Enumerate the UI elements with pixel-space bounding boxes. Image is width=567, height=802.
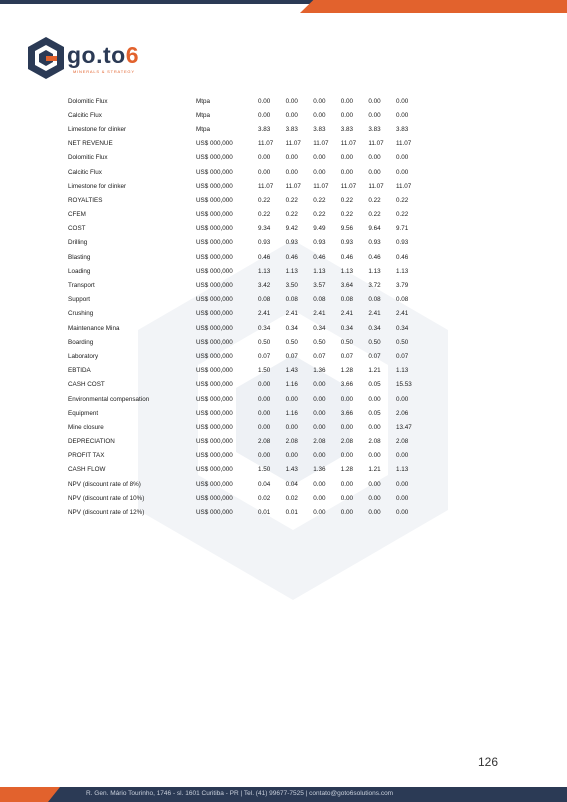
row-unit: US$ 000,000 xyxy=(196,182,233,190)
row-value: 2.08 xyxy=(368,438,381,446)
table-row xyxy=(68,137,424,151)
row-value: 0.93 xyxy=(368,239,381,247)
table-row xyxy=(68,392,424,406)
row-value: 2.41 xyxy=(340,310,354,318)
row-value: 1.36 xyxy=(313,367,326,375)
row-unit: US$ 000,000 xyxy=(196,296,233,304)
row-unit: US$ 000,000 xyxy=(196,196,233,204)
footer-accent-stripe xyxy=(0,787,60,802)
row-label: ROYALTIES xyxy=(68,196,103,204)
row-value: 2.08 xyxy=(258,438,271,446)
table-row xyxy=(68,420,424,434)
table-row xyxy=(68,293,424,307)
row-unit: US$ 000,000 xyxy=(196,253,233,261)
row-value: 0.00 xyxy=(368,168,381,176)
row-value: 0.22 xyxy=(395,196,409,204)
row-value: 2.41 xyxy=(285,310,298,318)
row-value: 0.00 xyxy=(285,111,298,119)
row-unit: Mtpa xyxy=(196,111,210,119)
row-value: 0.00 xyxy=(258,452,271,460)
row-value: 0.34 xyxy=(313,324,326,332)
row-value: 0.00 xyxy=(340,154,354,162)
row-value: 1.28 xyxy=(340,367,354,375)
row-value: 0.22 xyxy=(313,196,326,204)
row-value: 0.93 xyxy=(313,239,326,247)
row-value: 3.72 xyxy=(368,282,381,290)
row-unit: US$ 000,000 xyxy=(196,225,233,233)
row-label: CASH FLOW xyxy=(68,466,106,474)
row-value: 0.34 xyxy=(258,324,271,332)
row-value: 0.07 xyxy=(395,352,409,360)
table-row xyxy=(68,250,424,264)
row-value: 0.34 xyxy=(368,324,381,332)
row-value: 0.07 xyxy=(340,352,354,360)
row-value: 0.08 xyxy=(258,296,271,304)
row-unit: US$ 000,000 xyxy=(196,466,233,474)
row-value: 11.07 xyxy=(285,182,301,190)
table-row xyxy=(68,349,424,363)
row-value: 11.07 xyxy=(395,182,412,190)
row-value: 0.00 xyxy=(368,423,381,431)
table-row xyxy=(68,477,424,491)
row-value: 0.50 xyxy=(313,338,326,346)
row-label: Equipment xyxy=(68,409,99,417)
row-value: 0.00 xyxy=(395,509,409,517)
row-value: 0.00 xyxy=(285,452,298,460)
row-unit: Mtpa xyxy=(196,97,210,105)
row-value: 0.00 xyxy=(285,423,298,431)
row-value: 0.00 xyxy=(258,154,271,162)
row-value: 0.08 xyxy=(368,296,381,304)
row-value: 1.28 xyxy=(340,466,354,474)
row-value: 0.22 xyxy=(340,196,354,204)
row-value: 0.07 xyxy=(285,352,298,360)
row-unit: US$ 000,000 xyxy=(196,438,233,446)
row-value: 0.01 xyxy=(258,509,271,517)
header-accent-stripe xyxy=(300,0,567,13)
row-value: 0.01 xyxy=(285,509,298,517)
table-row xyxy=(68,165,424,179)
row-value: 0.00 xyxy=(368,97,381,105)
row-value: 0.00 xyxy=(313,97,326,105)
row-value: 0.00 xyxy=(258,111,271,119)
row-value: 0.00 xyxy=(395,494,409,502)
row-value: 3.64 xyxy=(340,282,354,290)
row-value: 0.46 xyxy=(340,253,354,261)
row-value: 0.00 xyxy=(368,480,381,488)
table-row xyxy=(68,278,424,292)
row-value: 0.46 xyxy=(258,253,271,261)
row-value: 0.22 xyxy=(395,211,409,219)
row-label: Dolomitic Flux xyxy=(68,97,108,105)
row-value: 3.83 xyxy=(368,125,381,133)
row-value: 0.00 xyxy=(313,168,326,176)
row-unit: US$ 000,000 xyxy=(196,310,233,318)
row-value: 0.00 xyxy=(258,97,271,105)
row-value: 0.22 xyxy=(368,211,381,219)
row-value: 0.22 xyxy=(368,196,381,204)
row-value: 3.66 xyxy=(340,409,354,417)
row-value: 0.00 xyxy=(285,154,298,162)
row-value: 9.71 xyxy=(395,225,409,233)
footer-bar xyxy=(0,787,567,802)
row-value: 2.08 xyxy=(340,438,354,446)
row-value: 1.50 xyxy=(258,367,271,375)
row-value: 0.07 xyxy=(313,352,326,360)
row-value: 0.00 xyxy=(285,168,298,176)
row-value: 0.00 xyxy=(313,409,326,417)
row-value: 0.22 xyxy=(258,211,271,219)
table-row xyxy=(68,463,424,477)
row-value: 0.22 xyxy=(340,211,354,219)
row-value: 0.08 xyxy=(313,296,326,304)
row-value: 9.56 xyxy=(340,225,354,233)
row-label: Crushing xyxy=(68,310,94,318)
row-value: 0.00 xyxy=(395,452,409,460)
row-value: 0.34 xyxy=(285,324,298,332)
row-value: 0.08 xyxy=(395,296,409,304)
row-value: 0.00 xyxy=(258,381,271,389)
row-value: 3.83 xyxy=(313,125,326,133)
row-value: 0.00 xyxy=(313,452,326,460)
row-unit: US$ 000,000 xyxy=(196,239,233,247)
row-label: NPV (discount rate of 8%) xyxy=(68,480,141,488)
row-value: 0.08 xyxy=(285,296,298,304)
logo-tagline: MINERALS & STRATEGY xyxy=(73,69,135,74)
row-value: 1.21 xyxy=(368,367,381,375)
table-row xyxy=(68,449,424,463)
row-value: 0.00 xyxy=(285,395,298,403)
table-row xyxy=(68,406,424,420)
row-label: Limestone for clinker xyxy=(68,182,127,190)
row-value: 0.05 xyxy=(368,409,381,417)
row-value: 0.00 xyxy=(340,423,354,431)
row-value: 11.07 xyxy=(313,140,329,148)
row-value: 1.13 xyxy=(395,267,409,275)
row-unit: US$ 000,000 xyxy=(196,409,233,417)
row-value: 11.07 xyxy=(285,140,301,148)
row-value: 15.53 xyxy=(395,381,412,389)
row-value: 0.93 xyxy=(340,239,354,247)
row-value: 0.00 xyxy=(313,154,326,162)
row-label: Calcitic Flux xyxy=(68,168,102,176)
row-value: 1.21 xyxy=(368,466,381,474)
row-label: Transport xyxy=(68,282,95,290)
row-value: 3.50 xyxy=(285,282,298,290)
row-value: 11.07 xyxy=(368,140,384,148)
row-label: Support xyxy=(68,296,91,304)
table-row xyxy=(68,335,424,349)
row-value: 0.00 xyxy=(340,509,354,517)
row-value: 0.00 xyxy=(368,395,381,403)
table-row xyxy=(68,236,424,250)
row-value: 11.07 xyxy=(395,140,412,148)
row-label: Maintenance Mina xyxy=(68,324,120,332)
row-value: 0.22 xyxy=(285,196,298,204)
row-label: DEPRECIATION xyxy=(68,438,115,446)
row-value: 0.00 xyxy=(258,168,271,176)
row-value: 0.00 xyxy=(313,509,326,517)
row-value: 0.04 xyxy=(258,480,271,488)
row-value: 3.42 xyxy=(258,282,271,290)
table-row xyxy=(68,94,424,108)
row-value: 1.13 xyxy=(285,267,298,275)
table-row xyxy=(68,321,424,335)
financial-table xyxy=(68,94,424,520)
row-value: 11.07 xyxy=(258,140,274,148)
row-value: 0.46 xyxy=(285,253,298,261)
row-unit: US$ 000,000 xyxy=(196,480,233,488)
row-unit: US$ 000,000 xyxy=(196,381,233,389)
row-value: 9.34 xyxy=(258,225,271,233)
row-value: 0.22 xyxy=(285,211,298,219)
row-value: 1.13 xyxy=(395,466,409,474)
row-value: 3.66 xyxy=(340,381,354,389)
row-value: 0.08 xyxy=(340,296,354,304)
row-value: 0.02 xyxy=(258,494,271,502)
row-value: 1.43 xyxy=(285,466,298,474)
row-label: Limestone for clinker xyxy=(68,125,127,133)
row-value: 1.50 xyxy=(258,466,271,474)
row-label: NPV (discount rate of 10%) xyxy=(68,494,145,502)
row-unit: US$ 000,000 xyxy=(196,452,233,460)
table-row xyxy=(68,491,424,505)
row-unit: Mtpa xyxy=(196,125,210,133)
footer-contact: R. Gen. Mário Tourinho, 1746 - sl. 1601 Curitiba - PR | Tel. (41) 99677-7525 | contato@goto6solutions.com xyxy=(86,790,394,797)
row-value: 0.00 xyxy=(395,154,409,162)
row-value: 0.00 xyxy=(313,423,326,431)
row-value: 1.16 xyxy=(285,381,298,389)
row-value: 2.41 xyxy=(313,310,326,318)
row-value: 0.00 xyxy=(258,395,271,403)
row-unit: US$ 000,000 xyxy=(196,509,233,517)
row-value: 11.07 xyxy=(340,182,357,190)
row-value: 0.00 xyxy=(395,111,409,119)
table-row xyxy=(68,378,424,392)
row-value: 0.00 xyxy=(395,480,409,488)
row-value: 9.42 xyxy=(285,225,298,233)
row-label: Environmental compensation xyxy=(68,395,150,403)
row-value: 0.22 xyxy=(313,211,326,219)
row-label: PROFIT TAX xyxy=(68,452,105,460)
row-value: 2.08 xyxy=(285,438,298,446)
row-label: NPV (discount rate of 12%) xyxy=(68,509,145,517)
row-value: 3.79 xyxy=(395,282,409,290)
row-value: 0.00 xyxy=(285,97,298,105)
row-value: 0.00 xyxy=(368,111,381,119)
row-label: Blasting xyxy=(68,253,91,261)
row-label: Calcitic Flux xyxy=(68,111,102,119)
row-value: 0.00 xyxy=(258,423,271,431)
row-label: Boarding xyxy=(68,338,94,346)
row-label: COST xyxy=(68,225,86,233)
row-value: 0.00 xyxy=(340,97,354,105)
row-value: 0.50 xyxy=(395,338,409,346)
row-value: 0.00 xyxy=(395,97,409,105)
row-value: 3.83 xyxy=(395,125,409,133)
row-label: NET REVENUE xyxy=(68,140,113,148)
row-value: 3.83 xyxy=(285,125,298,133)
row-unit: US$ 000,000 xyxy=(196,154,233,162)
row-value: 3.83 xyxy=(340,125,354,133)
row-value: 0.00 xyxy=(340,111,354,119)
row-value: 0.50 xyxy=(285,338,298,346)
row-value: 0.46 xyxy=(313,253,326,261)
row-unit: US$ 000,000 xyxy=(196,267,233,275)
row-value: 9.49 xyxy=(313,225,326,233)
table-row xyxy=(68,364,424,378)
row-value: 0.00 xyxy=(340,480,354,488)
row-value: 0.00 xyxy=(340,395,354,403)
row-value: 3.83 xyxy=(258,125,271,133)
table-row xyxy=(68,151,424,165)
row-value: 0.00 xyxy=(313,480,326,488)
row-value: 0.04 xyxy=(285,480,298,488)
row-value: 11.07 xyxy=(340,140,357,148)
row-value: 2.41 xyxy=(395,310,409,318)
row-value: 9.64 xyxy=(368,225,381,233)
row-value: 0.34 xyxy=(340,324,354,332)
row-unit: US$ 000,000 xyxy=(196,282,233,290)
row-label: CFEM xyxy=(68,211,86,219)
row-value: 0.50 xyxy=(340,338,354,346)
row-label: CASH COST xyxy=(68,381,105,389)
row-value: 0.00 xyxy=(340,168,354,176)
row-value: 3.57 xyxy=(313,282,326,290)
row-unit: US$ 000,000 xyxy=(196,352,233,360)
row-label: Dolomitic Flux xyxy=(68,154,108,162)
row-label: Loading xyxy=(68,267,91,275)
row-unit: US$ 000,000 xyxy=(196,367,233,375)
row-value: 2.41 xyxy=(368,310,381,318)
row-value: 0.05 xyxy=(368,381,381,389)
row-value: 0.00 xyxy=(368,452,381,460)
row-value: 0.00 xyxy=(313,381,326,389)
row-value: 0.00 xyxy=(368,154,381,162)
row-value: 0.07 xyxy=(258,352,271,360)
row-value: 0.93 xyxy=(285,239,298,247)
row-value: 0.46 xyxy=(368,253,381,261)
row-value: 0.50 xyxy=(258,338,271,346)
row-value: 0.00 xyxy=(368,494,381,502)
row-unit: US$ 000,000 xyxy=(196,395,233,403)
table-row xyxy=(68,264,424,278)
row-unit: US$ 000,000 xyxy=(196,324,233,332)
row-value: 1.16 xyxy=(285,409,298,417)
table-row xyxy=(68,108,424,122)
row-value: 0.50 xyxy=(368,338,381,346)
row-unit: US$ 000,000 xyxy=(196,494,233,502)
table-row xyxy=(68,122,424,136)
row-unit: US$ 000,000 xyxy=(196,140,233,148)
row-value: 11.07 xyxy=(313,182,329,190)
row-value: 11.07 xyxy=(368,182,384,190)
row-value: 1.43 xyxy=(285,367,298,375)
row-value: 0.22 xyxy=(258,196,271,204)
row-value: 1.13 xyxy=(258,267,271,275)
row-label: Laboratory xyxy=(68,352,99,360)
table-row xyxy=(68,208,424,222)
hexagon-logo-icon xyxy=(26,36,66,80)
page-number: 126 xyxy=(478,755,499,769)
row-value: 0.93 xyxy=(395,239,409,247)
row-value: 1.36 xyxy=(313,466,326,474)
table-row xyxy=(68,179,424,193)
row-unit: US$ 000,000 xyxy=(196,168,233,176)
row-value: 0.46 xyxy=(395,253,409,261)
row-value: 0.00 xyxy=(313,111,326,119)
logo-wordmark: go.to6 xyxy=(67,42,139,68)
row-value: 2.41 xyxy=(258,310,271,318)
row-value: 0.00 xyxy=(395,168,409,176)
row-value: 0.00 xyxy=(340,494,354,502)
row-value: 2.06 xyxy=(395,409,409,417)
table-row xyxy=(68,505,424,519)
row-value: 0.34 xyxy=(395,324,409,332)
row-value: 2.08 xyxy=(395,438,409,446)
row-value: 0.00 xyxy=(313,395,326,403)
row-value: 13.47 xyxy=(395,423,412,431)
row-value: 2.08 xyxy=(313,438,326,446)
row-unit: US$ 000,000 xyxy=(196,423,233,431)
row-unit: US$ 000,000 xyxy=(196,338,233,346)
row-value: 0.02 xyxy=(285,494,298,502)
row-label: EBTIDA xyxy=(68,367,91,375)
row-value: 0.00 xyxy=(395,395,409,403)
row-label: Drilling xyxy=(68,239,88,247)
table-row xyxy=(68,222,424,236)
table-row xyxy=(68,193,424,207)
row-value: 11.07 xyxy=(258,182,274,190)
row-value: 0.00 xyxy=(258,409,271,417)
row-value: 1.13 xyxy=(368,267,381,275)
row-value: 0.00 xyxy=(313,494,326,502)
row-label: Mine closure xyxy=(68,423,104,431)
row-unit: US$ 000,000 xyxy=(196,211,233,219)
table-row xyxy=(68,435,424,449)
row-value: 0.00 xyxy=(340,452,354,460)
row-value: 1.13 xyxy=(313,267,326,275)
row-value: 0.93 xyxy=(258,239,271,247)
row-value: 0.07 xyxy=(368,352,381,360)
row-value: 0.00 xyxy=(368,509,381,517)
table-row xyxy=(68,307,424,321)
row-value: 1.13 xyxy=(340,267,354,275)
row-value: 1.13 xyxy=(395,367,409,375)
